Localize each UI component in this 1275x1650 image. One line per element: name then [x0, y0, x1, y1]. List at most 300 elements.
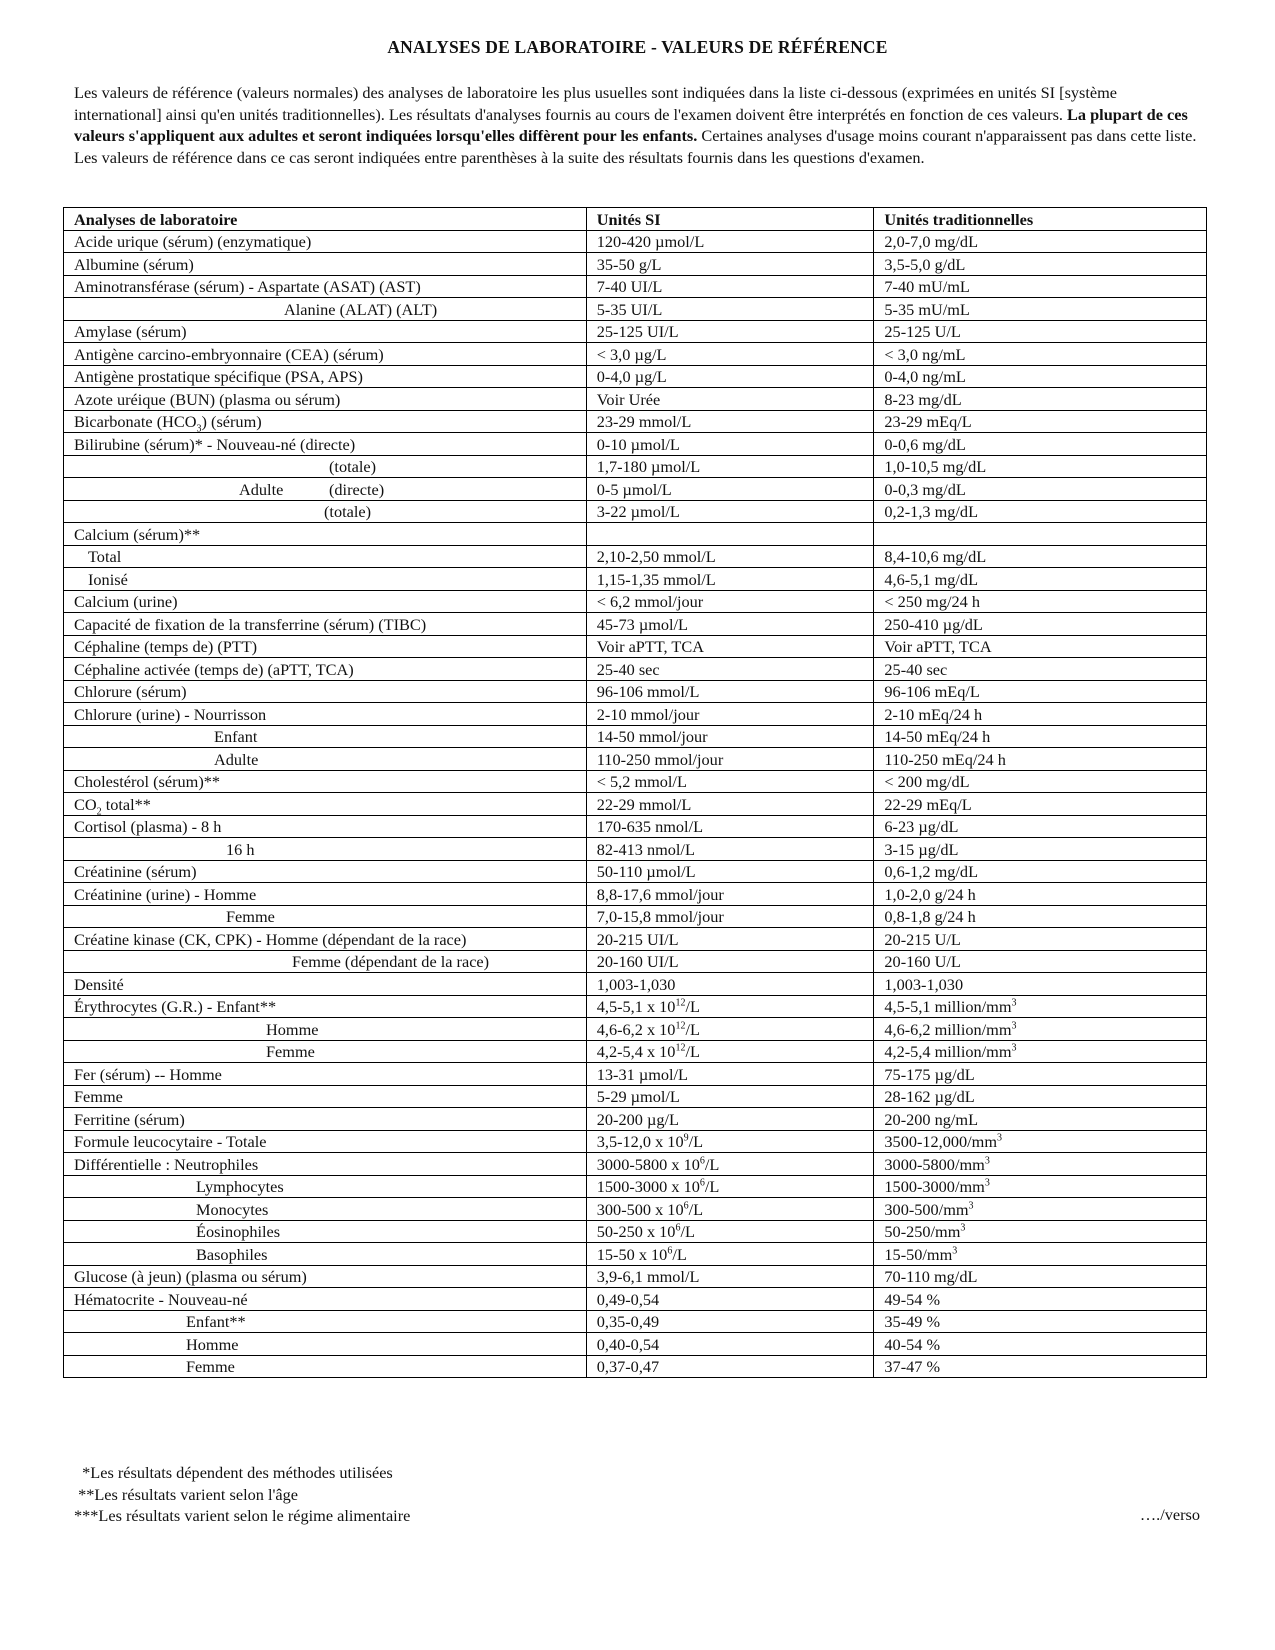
traditional-text: 20-215 U/L — [884, 929, 961, 949]
traditional-value — [874, 1310, 1207, 1333]
si-text: 2,10-2,50 mmol/L — [596, 547, 716, 566]
header-si: Unités SI — [586, 208, 874, 231]
si-value — [586, 1288, 874, 1311]
analyte-name: Alanine (ALAT) (ALT) — [284, 299, 438, 319]
si-text: 5-29 µmol/L — [596, 1087, 680, 1106]
si-value — [586, 1108, 874, 1131]
table-row — [64, 343, 1207, 366]
analyte-cell — [64, 905, 587, 928]
analyte-cell — [64, 1175, 587, 1198]
traditional-value — [874, 320, 1207, 343]
traditional-value — [874, 725, 1207, 748]
si-value — [586, 1063, 874, 1086]
traditional-text: 250-410 µg/dL — [884, 614, 983, 634]
table-header-row — [64, 208, 1207, 231]
traditional-text: 8,4-10,6 mg/dL — [884, 547, 987, 566]
traditional-text: 0,6-1,2 mg/dL — [884, 862, 979, 881]
analyte-cell — [64, 320, 587, 343]
analyte-cell — [64, 973, 587, 996]
table-row — [64, 500, 1207, 523]
si-text: 1,15-1,35 mmol/L — [596, 569, 716, 589]
traditional-text: 25-125 U/L — [884, 322, 961, 341]
table-row — [64, 793, 1207, 816]
si-value — [586, 770, 874, 793]
table-row — [64, 950, 1207, 973]
si-value — [586, 815, 874, 838]
traditional-value — [874, 883, 1207, 906]
si-exponent: 6 — [699, 1155, 705, 1167]
table-row — [64, 1243, 1207, 1266]
analyte-name: Albumine (sérum) — [74, 254, 194, 274]
si-value — [586, 455, 874, 478]
si-value — [586, 1018, 874, 1041]
si-value — [586, 680, 874, 703]
traditional-text: 20-160 U/L — [884, 952, 961, 971]
traditional-value — [874, 478, 1207, 501]
analyte-name: Antigène carcino-embryonnaire (CEA) (sérum) — [74, 344, 384, 364]
si-value — [586, 1220, 874, 1243]
traditional-value — [874, 1153, 1207, 1176]
table-row — [64, 613, 1207, 636]
table-row — [64, 275, 1207, 298]
intro-part2: Certaines analyses d'usage moins courant n'apparaissent pas dans cette liste. Les valeurs de référence dans ce cas seront indiquées entre parenthèses à la suite des résultats fournis dans les questions d'examen. — [74, 126, 1197, 167]
si-exponent: 6 — [699, 1177, 705, 1189]
si-text: 2-10 mmol/jour — [596, 704, 700, 724]
si-text: 1,7-180 µmol/L — [596, 457, 701, 476]
traditional-exponent: 3 — [960, 1222, 966, 1234]
table-row — [64, 658, 1207, 681]
analyte-name: Érythrocytes (G.R.) - Enfant** — [74, 997, 277, 1016]
analyte-cell — [64, 230, 587, 253]
si-text: 0,37-0,47 — [596, 1357, 660, 1376]
traditional-value — [874, 1175, 1207, 1198]
si-value — [586, 410, 874, 433]
analyte-name: Total — [88, 547, 122, 566]
traditional-text: 4,6-5,1 mg/dL — [884, 569, 979, 589]
si-text: 25-125 UI/L — [596, 322, 679, 341]
traditional-value — [874, 793, 1207, 816]
traditional-value — [874, 1333, 1207, 1356]
analyte-cell — [64, 590, 587, 613]
si-value — [586, 523, 874, 546]
traditional-text: 28-162 µg/dL — [884, 1087, 975, 1106]
si-unit: /L — [685, 997, 700, 1016]
si-text: 170-635 nmol/L — [596, 817, 704, 836]
traditional-text: 3500-12,000/mm — [884, 1132, 998, 1151]
table-row — [64, 635, 1207, 658]
si-text: 3,9-6,1 mmol/L — [596, 1267, 700, 1286]
traditional-value — [874, 680, 1207, 703]
analyte-cell — [64, 860, 587, 883]
table-row — [64, 973, 1207, 996]
si-text: 15-50 x 10 — [596, 1244, 668, 1264]
analyte-cell — [64, 1018, 587, 1041]
analyte-cell — [64, 1355, 587, 1378]
analyte-subscript: 3 — [196, 423, 202, 435]
table-row — [64, 1108, 1207, 1131]
analyte-name: (totale) — [329, 457, 377, 476]
si-text: 96-106 mmol/L — [596, 682, 700, 701]
table-row — [64, 905, 1207, 928]
si-value — [586, 253, 874, 276]
intro-part1: Les valeurs de référence (valeurs normales) des analyses de laboratoire les plus usuelles sont indiquées dans la liste ci-dessous (exprimées en unités SI [système international] ainsi qu'en unités traditionnelles). Les résultats d'analyses fournis au cours de l'examen doivent être interprétés en fonction de ces valeurs. — [74, 83, 1118, 124]
si-value — [586, 793, 874, 816]
traditional-value — [874, 905, 1207, 928]
si-value — [586, 838, 874, 861]
si-text: 4,6-6,2 x 10 — [596, 1019, 676, 1039]
si-value — [586, 1355, 874, 1378]
traditional-text: 1,0-2,0 g/24 h — [884, 884, 976, 904]
table-row — [64, 748, 1207, 771]
si-text: Voir Urée — [596, 389, 661, 409]
traditional-value — [874, 275, 1207, 298]
analyte-cell — [64, 1310, 587, 1333]
traditional-text: 40-54 % — [884, 1334, 941, 1354]
si-text: 35-50 g/L — [596, 254, 662, 274]
analyte-cell — [64, 365, 587, 388]
analyte-name: Glucose (à jeun) (plasma ou sérum) — [74, 1267, 307, 1286]
si-text: 8,8-17,6 mmol/jour — [596, 884, 724, 904]
si-text: 110-250 mmol/jour — [596, 749, 724, 769]
traditional-exponent: 3 — [984, 1177, 990, 1189]
si-value — [586, 725, 874, 748]
traditional-text: 0-0,6 mg/dL — [884, 434, 966, 454]
table-row — [64, 815, 1207, 838]
traditional-value — [874, 1130, 1207, 1153]
traditional-text: 4,2-5,4 million/mm — [884, 1042, 1012, 1061]
analyte-name: Homme — [186, 1334, 239, 1354]
analyte-cell — [64, 995, 587, 1018]
table-row — [64, 1175, 1207, 1198]
analyte-name: Chlorure (urine) - Nourrisson — [74, 704, 267, 724]
analyte-name: Femme — [74, 1087, 123, 1106]
traditional-text: 0-0,3 mg/dL — [884, 479, 966, 499]
analyte-name: Créatine kinase (CK, CPK) - Homme (dépendant de la race) — [74, 929, 467, 949]
si-value — [586, 1333, 874, 1356]
si-text: 0-10 µmol/L — [596, 434, 680, 454]
traditional-exponent: 3 — [952, 1245, 958, 1257]
table-row — [64, 410, 1207, 433]
si-text: 4,5-5,1 x 10 — [596, 997, 676, 1016]
traditional-text: 49-54 % — [884, 1289, 941, 1309]
si-value — [586, 388, 874, 411]
table-row — [64, 703, 1207, 726]
traditional-value — [874, 950, 1207, 973]
traditional-value — [874, 455, 1207, 478]
analyte-name-suffix: ) (sérum) — [201, 412, 262, 431]
si-text: 82-413 nmol/L — [596, 839, 695, 859]
analyte-cell — [64, 793, 587, 816]
analyte-cell — [64, 298, 587, 321]
traditional-text: 75-175 µg/dL — [884, 1064, 975, 1084]
traditional-text: 4,6-6,2 million/mm — [884, 1019, 1012, 1039]
analyte-cell — [64, 815, 587, 838]
table-row — [64, 860, 1207, 883]
table-row — [64, 590, 1207, 613]
si-text: 25-40 sec — [596, 659, 660, 679]
analyte-name: Capacité de fixation de la transferrine (sérum) (TIBC) — [74, 614, 427, 634]
traditional-text: 4,5-5,1 million/mm — [884, 997, 1012, 1016]
traditional-value — [874, 433, 1207, 456]
analyte-cell — [64, 928, 587, 951]
traditional-value — [874, 1063, 1207, 1086]
traditional-value — [874, 500, 1207, 523]
analyte-name: Éosinophiles — [196, 1222, 281, 1241]
si-value — [586, 433, 874, 456]
si-value — [586, 1198, 874, 1221]
table-row — [64, 770, 1207, 793]
traditional-exponent: 3 — [1011, 997, 1017, 1009]
traditional-value — [874, 253, 1207, 276]
si-value — [586, 545, 874, 568]
analyte-cell — [64, 838, 587, 861]
si-value — [586, 658, 874, 681]
traditional-exponent: 3 — [1011, 1020, 1017, 1032]
si-value — [586, 703, 874, 726]
analyte-name: Hématocrite - Nouveau-né — [74, 1289, 248, 1309]
si-text: 0,35-0,49 — [596, 1312, 660, 1331]
header-analyses: Analyses de laboratoire — [64, 208, 587, 231]
analyte-name: Adulte — [214, 749, 259, 769]
si-exponent: 12 — [675, 997, 686, 1009]
si-value — [586, 275, 874, 298]
table-row — [64, 298, 1207, 321]
table-row — [64, 253, 1207, 276]
analyte-name: Bilirubine (sérum)* - Nouveau-né (directe) — [74, 434, 356, 454]
si-value — [586, 950, 874, 973]
si-text: 50-250 x 10 — [596, 1222, 676, 1241]
si-text: 3-22 µmol/L — [596, 502, 680, 521]
si-text: 5-35 UI/L — [596, 299, 663, 319]
analyte-cell — [64, 950, 587, 973]
si-value — [586, 500, 874, 523]
traditional-text: 23-29 mEq/L — [884, 412, 972, 431]
traditional-value — [874, 568, 1207, 591]
analyte-name: Basophiles — [196, 1244, 268, 1264]
traditional-text: 37-47 % — [884, 1357, 941, 1376]
traditional-value — [874, 1288, 1207, 1311]
analyte-cell — [64, 748, 587, 771]
analyte-name: Fer (sérum) -- Homme — [74, 1064, 222, 1084]
table-row — [64, 1288, 1207, 1311]
analyte-name: Aminotransférase (sérum) - Aspartate (ASAT) (AST) — [74, 277, 421, 296]
footnote-1: *Les résultats dépendent des méthodes utilisées — [74, 1463, 393, 1482]
traditional-text: 300-500/mm — [884, 1199, 969, 1219]
reference-table — [63, 207, 1207, 1378]
traditional-value — [874, 995, 1207, 1018]
traditional-value — [874, 860, 1207, 883]
si-exponent: 12 — [675, 1020, 686, 1032]
traditional-exponent: 3 — [984, 1155, 990, 1167]
table-row — [64, 230, 1207, 253]
traditional-value — [874, 523, 1207, 546]
footnote-2: **Les résultats varient selon l'âge — [74, 1484, 299, 1504]
si-value — [586, 748, 874, 771]
table-row — [64, 320, 1207, 343]
analyte-cell — [64, 883, 587, 906]
analyte-cell — [64, 1220, 587, 1243]
traditional-value — [874, 545, 1207, 568]
traditional-value — [874, 973, 1207, 996]
si-value — [586, 568, 874, 591]
table-row — [64, 478, 1207, 501]
analyte-name: Amylase (sérum) — [74, 322, 187, 341]
traditional-text: 0,8-1,8 g/24 h — [884, 907, 976, 926]
analyte-name: Antigène prostatique spécifique (PSA, APS) — [74, 367, 363, 386]
si-value — [586, 590, 874, 613]
traditional-text: 70-110 mg/dL — [884, 1267, 978, 1286]
si-text: 7,0-15,8 mmol/jour — [596, 907, 724, 926]
table-row — [64, 1265, 1207, 1288]
si-value — [586, 1265, 874, 1288]
analyte-cell — [64, 478, 587, 501]
analyte-cell — [64, 433, 587, 456]
si-text: 0-5 µmol/L — [596, 479, 672, 499]
si-unit: /L — [704, 1154, 720, 1174]
traditional-value — [874, 838, 1207, 861]
traditional-exponent: 3 — [1011, 1042, 1017, 1054]
traditional-value — [874, 388, 1207, 411]
si-value — [586, 995, 874, 1018]
analyte-cell — [64, 500, 587, 523]
si-unit: /L — [685, 1042, 700, 1061]
si-text: 3000-5800 x 10 — [596, 1154, 700, 1174]
analyte-name: Acide urique (sérum) (enzymatique) — [74, 232, 312, 251]
traditional-value — [874, 410, 1207, 433]
si-value — [586, 1153, 874, 1176]
traditional-value — [874, 1040, 1207, 1063]
table-row — [64, 1063, 1207, 1086]
traditional-value — [874, 1243, 1207, 1266]
analyte-name-suffix: total** — [101, 794, 151, 814]
table-row — [64, 1085, 1207, 1108]
si-text: 22-29 mmol/L — [596, 794, 692, 814]
analyte-cell — [64, 1153, 587, 1176]
table-row — [64, 1198, 1207, 1221]
analyte-name: Calcium (urine) — [74, 592, 178, 611]
analyte-name: Différentielle : Neutrophiles — [74, 1154, 259, 1174]
si-value — [586, 1310, 874, 1333]
analyte-name: Créatinine (urine) - Homme — [74, 884, 257, 904]
table-row — [64, 455, 1207, 478]
si-text: 1,003-1,030 — [596, 974, 676, 994]
table-row — [64, 433, 1207, 456]
si-text: 13-31 µmol/L — [596, 1064, 688, 1084]
si-text: 3,5-12,0 x 10 — [596, 1132, 684, 1151]
si-value — [586, 883, 874, 906]
traditional-value — [874, 1355, 1207, 1378]
traditional-value — [874, 1265, 1207, 1288]
traditional-value — [874, 770, 1207, 793]
table-row — [64, 838, 1207, 861]
analyte-cell — [64, 523, 587, 546]
analyte-name: Femme — [186, 1357, 235, 1376]
traditional-value — [874, 343, 1207, 366]
table-row — [64, 568, 1207, 591]
analyte-name: Monocytes — [196, 1199, 269, 1219]
table-row — [64, 545, 1207, 568]
analyte-name: Homme — [266, 1019, 319, 1039]
analyte-name: Chlorure (sérum) — [74, 682, 187, 701]
table-row — [64, 523, 1207, 546]
traditional-text: < 250 mg/24 h — [884, 592, 980, 611]
analyte-name: 16 h — [226, 839, 255, 859]
si-value — [586, 860, 874, 883]
traditional-text: 5-35 mU/mL — [884, 299, 970, 319]
analyte-cell — [64, 1243, 587, 1266]
intro-paragraph — [74, 82, 1204, 168]
traditional-value — [874, 703, 1207, 726]
si-unit: /L — [680, 1222, 695, 1241]
traditional-text: 1,003-1,030 — [884, 974, 964, 994]
traditional-text: 6-23 µg/dL — [884, 817, 959, 836]
table-row — [64, 1153, 1207, 1176]
analyte-cell — [64, 725, 587, 748]
si-text: 4,2-5,4 x 10 — [596, 1042, 676, 1061]
analyte-cell — [64, 658, 587, 681]
traditional-value — [874, 815, 1207, 838]
si-text: 7-40 UI/L — [596, 277, 663, 296]
si-unit: /L — [672, 1244, 687, 1264]
si-value — [586, 1085, 874, 1108]
si-text: 50-110 µmol/L — [596, 862, 696, 881]
analyte-cell — [64, 703, 587, 726]
analyte-name: Femme — [266, 1042, 315, 1061]
si-value — [586, 320, 874, 343]
si-exponent: 6 — [675, 1222, 681, 1234]
header-traditional: Unités traditionnelles — [874, 208, 1207, 231]
si-value — [586, 613, 874, 636]
analyte-cell — [64, 1288, 587, 1311]
traditional-value — [874, 928, 1207, 951]
analyte-name: Bicarbonate (HCO — [74, 412, 197, 431]
traditional-text: 14-50 mEq/24 h — [884, 727, 991, 746]
si-exponent: 6 — [683, 1200, 689, 1212]
si-unit: /L — [685, 1019, 700, 1039]
table-row — [64, 680, 1207, 703]
si-value — [586, 1040, 874, 1063]
analyte-name: Cholestérol (sérum)** — [74, 772, 221, 791]
table-row — [64, 365, 1207, 388]
traditional-value — [874, 1198, 1207, 1221]
analyte-name: (totale) — [324, 502, 372, 521]
si-text: 300-500 x 10 — [596, 1199, 684, 1219]
traditional-text: 3-15 µg/dL — [884, 839, 959, 859]
traditional-value — [874, 635, 1207, 658]
traditional-value — [874, 1220, 1207, 1243]
traditional-value — [874, 365, 1207, 388]
si-value — [586, 973, 874, 996]
analyte-name: Cortisol (plasma) - 8 h — [74, 817, 222, 836]
analyte-name: Ionisé — [88, 569, 128, 589]
traditional-value — [874, 1108, 1207, 1131]
analyte-cell — [64, 455, 587, 478]
si-text: 1500-3000 x 10 — [596, 1177, 700, 1196]
analyte-name: Céphaline (temps de) (PTT) — [74, 637, 258, 656]
traditional-value — [874, 590, 1207, 613]
si-text: 0-4,0 µg/L — [596, 367, 667, 386]
si-value — [586, 1243, 874, 1266]
si-text: 20-160 UI/L — [596, 952, 679, 971]
analyte-name: Femme (dépendant de la race) — [292, 952, 490, 971]
analyte-cell — [64, 388, 587, 411]
traditional-text: 8-23 mg/dL — [884, 389, 962, 409]
analyte-cell — [64, 680, 587, 703]
traditional-text: 25-40 sec — [884, 659, 948, 679]
analyte-name: Calcium (sérum)** — [74, 524, 201, 544]
traditional-text: 22-29 mEq/L — [884, 794, 972, 814]
traditional-text: < 3,0 ng/mL — [884, 344, 966, 364]
